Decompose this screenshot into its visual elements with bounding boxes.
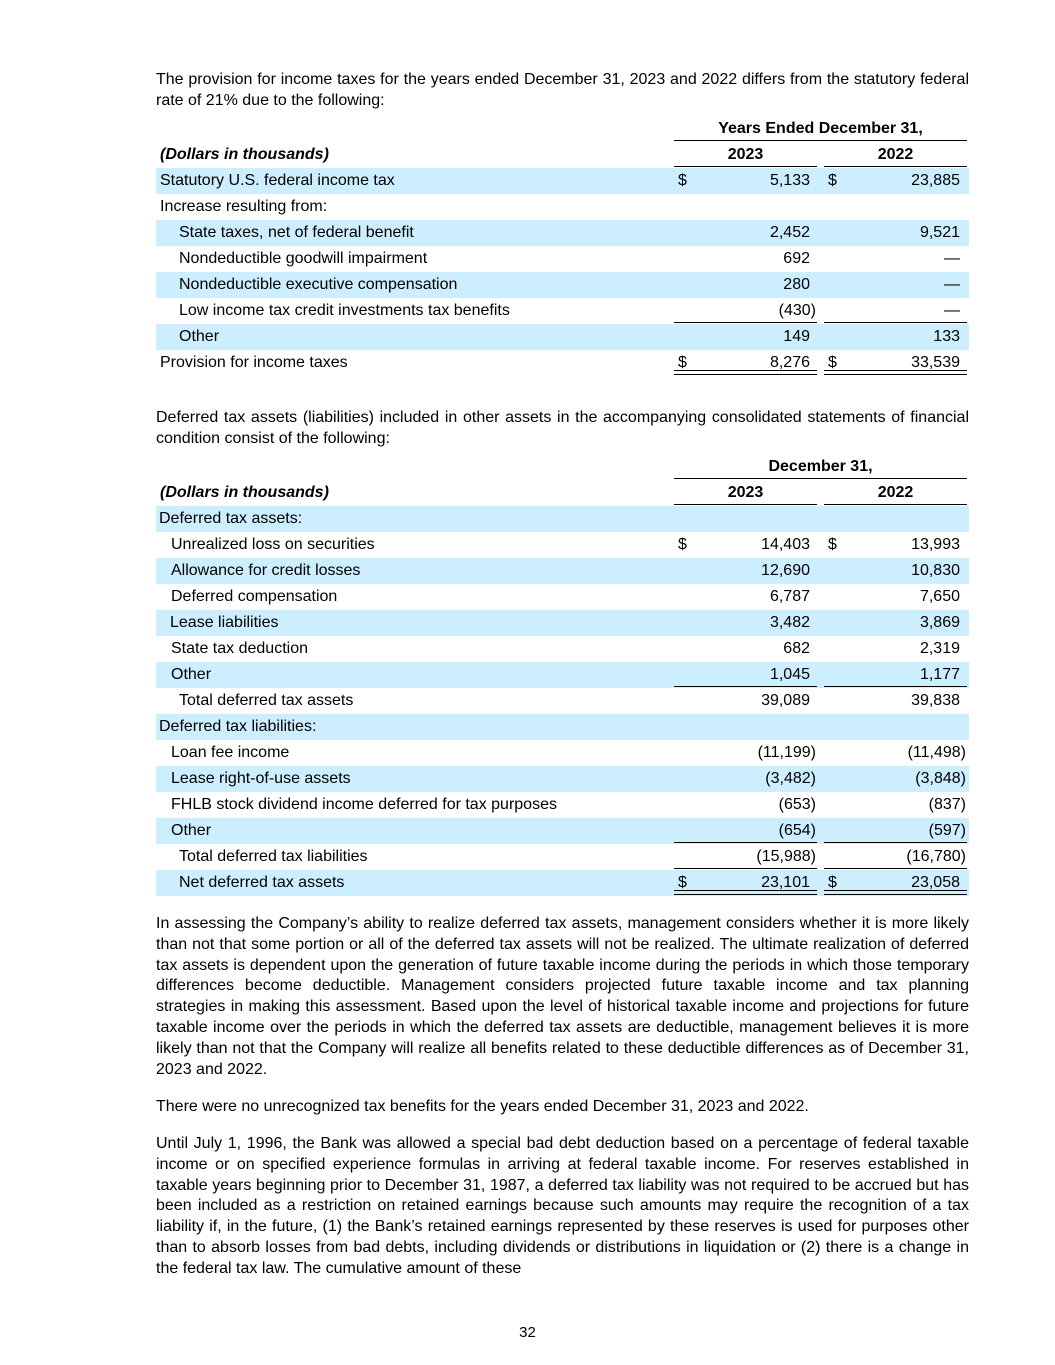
- table2-units-label: (Dollars in thousands): [160, 484, 329, 501]
- table2-assets-subtotal-rule-col1: [674, 686, 817, 687]
- table-row: Loan fee income (11,199) (11,498): [171, 744, 966, 761]
- income-tax-reconciliation-table: [156, 116, 969, 376]
- table-row: Lease liabilities 3,482 3,869: [156, 610, 969, 636]
- table-row: Other 149 133: [156, 324, 969, 350]
- paragraph-deferred-tax-assessment: In assessing the Company’s ability to realize deferred tax assets, management considers whether it is more likely than not that some portion or all of the deferred tax assets will not be realized. The ultimate realization of deferred tax assets is dependent upon the generation of future taxable income during the periods in which those temporary differences become deductible. Management considers projected future taxable income and tax planning strategies in making this assessment. Based upon the level of historical taxable income and projections for future taxable income over the periods in which the deferred tax assets are deductible, management believes it is more likely than not that the Company will realize all benefits related to these deductible differences as of December 31, 2023 and 2022.: [156, 915, 969, 1078]
- table-row: Deferred compensation 6,787 7,650: [171, 588, 960, 605]
- table-row: Unrealized loss on securities $ 14,403 $ 13,993: [171, 536, 960, 553]
- table2-net-rule-col2: [824, 868, 967, 869]
- table-row: Increase resulting from:: [160, 198, 328, 215]
- table1-total-double-rule-col2: [824, 370, 967, 375]
- table1-subtotal-rule-col1: [674, 322, 817, 323]
- table-row: Nondeductible goodwill impairment 692 —: [179, 250, 960, 267]
- table1-span-header-row: [156, 116, 969, 142]
- table-row: Provision for income taxes $ 8,276 $ 33,539: [160, 354, 960, 371]
- intro-paragraph-2: Deferred tax assets (liabilities) included in other assets in the accompanying consolidated statements of financial condition consist of the following:: [156, 409, 969, 447]
- table-row: Total deferred tax assets 39,089 39,838: [179, 692, 960, 709]
- table1-subtotal-rule-col2: [824, 322, 967, 323]
- table2-total-double-rule-col1: [674, 890, 817, 895]
- table1-units-label: (Dollars in thousands): [160, 146, 329, 163]
- table1-col-2022: 2022: [877, 146, 914, 163]
- table-row: Other (654) (597): [156, 818, 969, 844]
- table-row: Nondeductible executive compensation 280 —: [156, 272, 969, 298]
- table2-span-header-row: [156, 454, 969, 480]
- page-number: 32: [519, 1324, 536, 1341]
- table1-span-header: Years Ended December 31,: [718, 120, 923, 137]
- table-row: Statutory U.S. federal income tax $ 5,133 $ 23,885: [156, 168, 969, 194]
- table-row: Other 1,045 1,177: [156, 662, 969, 688]
- table2-col-2022: 2022: [877, 484, 914, 501]
- table2-span-header: December 31,: [768, 458, 873, 475]
- table1-col2-rule: [824, 166, 967, 167]
- paragraph-unrecognized-tax-benefits: There were no unrecognized tax benefits for the years ended December 31, 2023 and 2022.: [156, 1098, 809, 1115]
- table2-net-rule-col1: [674, 868, 817, 869]
- table-row: State taxes, net of federal benefit 2,452 9,521: [156, 220, 969, 246]
- table2-total-double-rule-col2: [824, 890, 967, 895]
- table1-column-header-row: [156, 142, 969, 168]
- table2-col1-rule: [674, 504, 817, 505]
- paragraph-bad-debt-deduction: Until July 1, 1996, the Bank was allowed a special bad debt deduction based on a percentage of federal taxable income or on specified experience formulas in arriving at federal taxable income. For reserves established in taxable years beginning prior to December 31, 1987, a deferred tax liability was not required to be accrued but has been included as a restriction on retained earnings because such amounts may require the recognition of a tax liability if, in the future, (1) the Bank’s retained earnings represented by these reserves is used for purposes other than to absorb losses from bad debts, including dividends or distributions in liquidation or (2) there is a change in the federal tax law. The cumulative amount of these: [156, 1135, 969, 1277]
- table2-col-2023: 2023: [727, 484, 764, 501]
- table-row: Total deferred tax liabilities (15,988) (16,780): [179, 848, 966, 865]
- table-row: Allowance for credit losses 12,690 10,830: [156, 558, 969, 584]
- table2-col2-rule: [824, 504, 967, 505]
- table1-total-double-rule-col1: [674, 370, 817, 375]
- table-row: Lease right-of-use assets (3,482) (3,848): [156, 766, 969, 792]
- table2-column-header-row: [156, 480, 969, 506]
- table-row: FHLB stock dividend income deferred for tax purposes (653) (837): [171, 796, 966, 813]
- table1-col-2023: 2023: [727, 146, 764, 163]
- table-row: Net deferred tax assets $ 23,101 $ 23,058: [156, 870, 969, 896]
- table-row: Low income tax credit investments tax benefits (430) —: [179, 302, 960, 319]
- table-row: Deferred tax liabilities:: [156, 714, 969, 740]
- table2-span-rule: [674, 478, 967, 479]
- table1-span-rule: [674, 140, 967, 141]
- table-row: State tax deduction 682 2,319: [171, 640, 960, 657]
- table1-col1-rule: [674, 166, 817, 167]
- intro-paragraph-1: The provision for income taxes for the years ended December 31, 2023 and 2022 differs from the statutory federal rate of 21% due to the following:: [156, 71, 969, 109]
- deferred-tax-table: [156, 454, 969, 896]
- table-row: Deferred tax assets:: [156, 506, 969, 532]
- table2-liabilities-subtotal-rule-col1: [674, 842, 817, 843]
- table2-assets-subtotal-rule-col2: [824, 686, 967, 687]
- table2-liabilities-subtotal-rule-col2: [824, 842, 967, 843]
